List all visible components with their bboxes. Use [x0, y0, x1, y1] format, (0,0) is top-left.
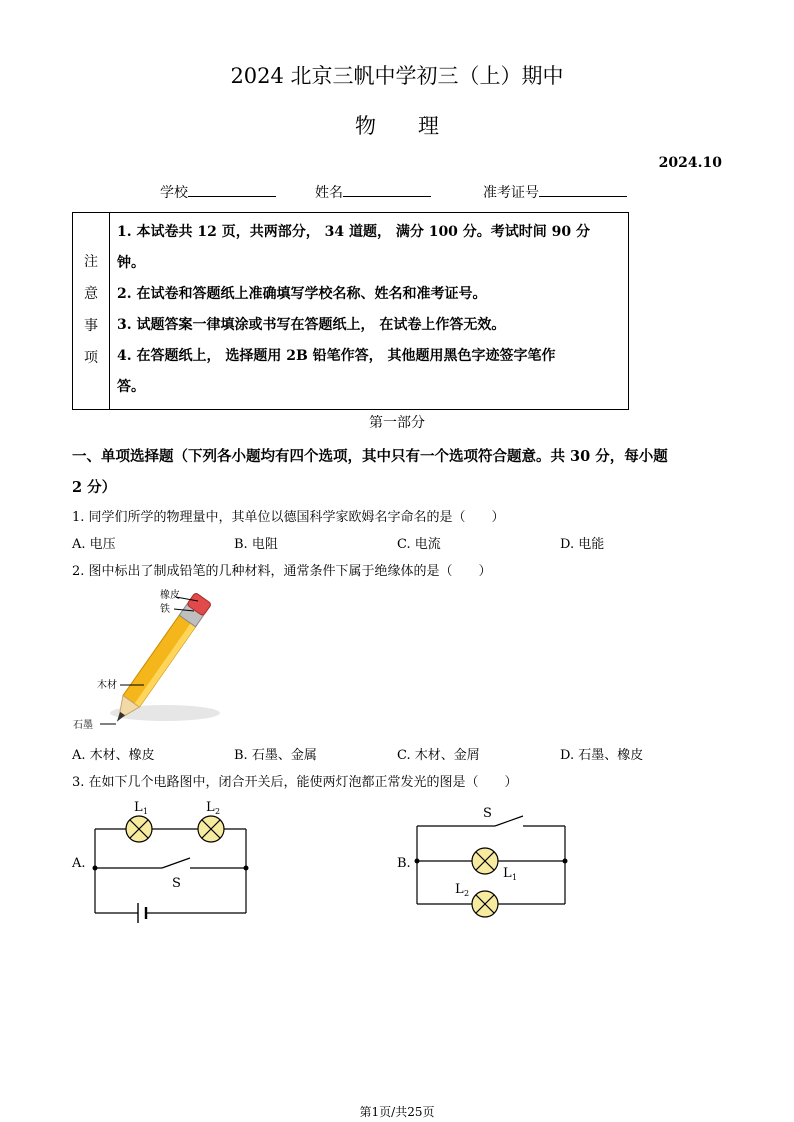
lamp-l1-subscript: 1 [512, 873, 518, 882]
label-wood: 木材 [97, 680, 117, 691]
notice-line: 钟。 [117, 255, 145, 271]
label-iron: 铁 [160, 604, 170, 615]
notice-line: 4. 在答题纸上， 选择题用 2B 铅笔作答， 其他题用黑色字迹签字笔作 [117, 348, 556, 364]
q1-option-a[interactable]: A. 电压 [72, 537, 116, 552]
lamp-l1 [472, 848, 498, 874]
switch-label: S [172, 876, 181, 891]
notice-side-char: 项 [84, 350, 98, 366]
school-field [160, 182, 276, 202]
part-heading: 第一部分 [369, 415, 425, 431]
name-label: 姓名 [315, 185, 343, 201]
switch-blade [162, 858, 190, 868]
notice-line: 答。 [117, 379, 145, 395]
q1-option-b[interactable]: B. 电阻 [234, 537, 278, 552]
lamp-l2-subscript: 2 [215, 807, 221, 816]
q1-option-d[interactable]: D. 电能 [560, 537, 605, 552]
pencil-wood-body [123, 614, 197, 707]
q2-option-b[interactable]: B. 石墨、金属 [234, 748, 317, 763]
pencil-figure [70, 583, 230, 738]
circuit-a[interactable] [70, 795, 260, 930]
question-3-stem: 3. 在如下几个电路图中，闭合开关后，能使两灯泡都正常发光的图是（ ） [72, 775, 518, 790]
name-blank [343, 182, 431, 197]
lamp-l2-label: L [455, 882, 464, 897]
q2-option-a[interactable]: A. 木材、橡皮 [72, 748, 155, 763]
notice-lines [117, 217, 617, 403]
q1-option-c[interactable]: C. 电流 [397, 537, 441, 552]
label-eraser: 橡皮 [160, 590, 180, 601]
notice-side-char: 事 [84, 318, 98, 334]
exam-date: 2024.10 [658, 155, 722, 171]
notice-line: 2. 在试卷和答题纸上准确填写学校名称、姓名和准考证号。 [117, 286, 487, 302]
lamp-l2-label: L [206, 800, 215, 815]
lamp-l2-subscript: 2 [464, 889, 470, 898]
lamp-l2 [198, 816, 224, 842]
label-graphite: 石墨 [73, 720, 93, 731]
q2-option-d[interactable]: D. 石墨、橡皮 [560, 748, 644, 763]
notice-side-char: 注 [84, 254, 98, 270]
subject-title: 物 理 [355, 114, 439, 138]
notice-box [72, 212, 629, 410]
question-2-stem: 2. 图中标出了制成铅笔的几种材料，通常条件下属于绝缘体的是（ ） [72, 564, 492, 579]
exam-id-blank [539, 182, 627, 197]
notice-side-char: 意 [84, 286, 98, 302]
circuit-b[interactable] [395, 800, 575, 950]
circuit-b-label: B. [397, 856, 411, 871]
section-line: 2 分） [72, 479, 117, 496]
exam-id-label: 准考证号 [483, 185, 539, 201]
section-heading [72, 441, 722, 503]
switch-label: S [483, 806, 492, 821]
lamp-l2 [472, 891, 498, 917]
section-line: 一、单项选择题（下列各小题均有四个选项，其中只有一个选项符合题意。共 30 分，每小题 [72, 448, 668, 465]
exam-id-field [483, 182, 627, 202]
circuit-a-label: A. [72, 856, 86, 871]
page-footer: 第1页/共25页 [359, 1105, 435, 1119]
notice-line: 3. 试题答案一律填涂或书写在答题纸上， 在试卷上作答无效。 [117, 317, 506, 333]
lamp-l1 [126, 816, 152, 842]
notice-side [73, 213, 110, 409]
question-1-stem: 1. 同学们所学的物理量中，其单位以德国科学家欧姆名字命名的是（ ） [72, 510, 505, 525]
notice-line: 1. 本试卷共 12 页，共两部分， 34 道题， 满分 100 分。考试时间 90 分 [117, 224, 591, 240]
name-field [315, 182, 431, 202]
switch-blade [495, 816, 523, 826]
lamp-l1-subscript: 1 [143, 807, 149, 816]
exam-title: 2024 北京三帆中学初三（上）期中 [230, 64, 564, 88]
lamp-l1-label: L [134, 800, 143, 815]
school-label: 学校 [160, 185, 188, 201]
school-blank [188, 182, 276, 197]
lamp-l1-label: L [503, 866, 512, 881]
q2-option-c[interactable]: C. 木材、金屑 [397, 748, 480, 763]
